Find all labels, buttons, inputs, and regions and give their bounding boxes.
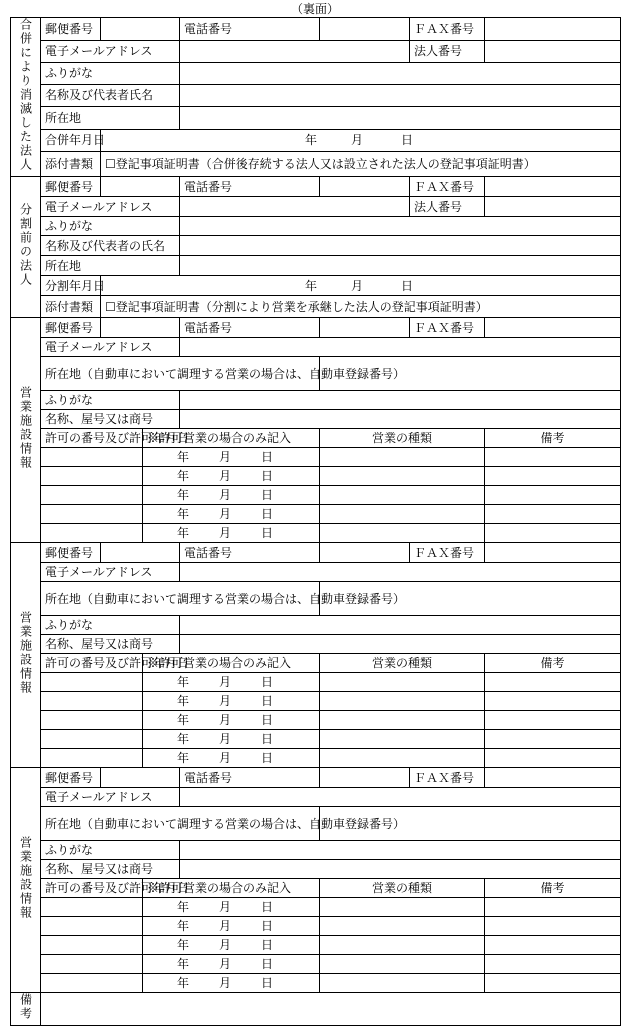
day-label: 日 [261, 900, 274, 914]
attachment-checkbox[interactable]: ☐登記事項証明書（合併後存続する法人又は設立された法人の登記事項証明書） [101, 152, 621, 177]
fax-input[interactable] [485, 177, 621, 197]
date-input[interactable] [101, 276, 621, 296]
remarks-header: 備考 [485, 879, 621, 898]
year-label: 年 [177, 919, 190, 933]
permit-number-input[interactable] [41, 486, 143, 505]
permit-date-input[interactable] [143, 730, 320, 749]
furigana-label: ふりがな [41, 391, 180, 410]
day-label: 日 [261, 488, 274, 502]
business-type-input[interactable] [320, 955, 485, 974]
remarks-input[interactable] [485, 524, 621, 543]
year-label: 年 [177, 751, 190, 765]
email-label: 電子メールアドレス [41, 563, 180, 582]
permit-number-input[interactable] [41, 448, 143, 467]
month-label: 月 [219, 751, 232, 765]
facility-side-label: 営業施設情報 [18, 611, 33, 695]
day-label: 日 [401, 278, 414, 293]
remarks-input[interactable] [485, 955, 621, 974]
remarks-side-label: 備考 [18, 993, 33, 1021]
furigana-input[interactable] [180, 391, 621, 410]
fax-input[interactable] [485, 318, 621, 338]
email-label: 電子メールアドレス [41, 338, 180, 357]
postal-label: 郵便番号 [41, 18, 101, 41]
permit-date-input[interactable] [143, 524, 320, 543]
permit-number-input[interactable] [41, 711, 143, 730]
trade-name-label: 名称、屋号又は商号 [41, 635, 180, 654]
phone-input[interactable] [320, 768, 410, 788]
remarks-input[interactable] [485, 711, 621, 730]
postal-input[interactable] [101, 768, 180, 788]
permit-header: 許可の番号及び許可年月日 [41, 429, 143, 448]
email-label: 電子メールアドレス [41, 40, 180, 63]
address-input[interactable] [180, 256, 621, 276]
business-type-input[interactable] [320, 974, 485, 993]
date-label: 合併年月日 [41, 129, 101, 152]
facility-side [11, 543, 41, 768]
month-label: 月 [219, 469, 232, 483]
furigana-label: ふりがな [41, 841, 180, 860]
remarks-input[interactable] [485, 467, 621, 486]
remarks-input[interactable] [485, 898, 621, 917]
attachment-label: 添付書類 [41, 152, 101, 177]
day-label: 日 [261, 675, 274, 689]
remarks-input[interactable] [485, 749, 621, 768]
day-label: 日 [261, 469, 274, 483]
corp-no-input[interactable] [485, 197, 621, 217]
facility-address-label: 所在地（自動車において調理する営業の場合は、自動車登録番号） [41, 357, 320, 391]
trade-name-label: 名称、屋号又は商号 [41, 410, 180, 429]
furigana-label: ふりがな [41, 217, 180, 236]
facility-side [11, 318, 41, 543]
phone-input[interactable] [320, 18, 410, 41]
year-label: 年 [177, 469, 190, 483]
address-input[interactable] [180, 107, 621, 130]
year-label: 年 [177, 488, 190, 502]
facility-side-label: 営業施設情報 [18, 836, 33, 920]
permit-number-input[interactable] [41, 467, 143, 486]
name-label: 名称及び代表者氏名 [41, 84, 180, 107]
business-type-input[interactable] [320, 524, 485, 543]
year-label: 年 [305, 133, 318, 148]
permit-number-input[interactable] [41, 955, 143, 974]
remarks-header: 備考 [485, 654, 621, 673]
phone-label: 電話番号 [180, 318, 320, 338]
corp-no-label: 法人番号 [410, 40, 485, 63]
remarks-input[interactable] [485, 692, 621, 711]
year-label: 年 [177, 713, 190, 727]
email-input[interactable] [180, 563, 621, 582]
remarks-input[interactable] [485, 936, 621, 955]
year-label: 年 [177, 694, 190, 708]
month-label: 月 [219, 900, 232, 914]
fax-label: ＦＡＸ番号 [410, 318, 485, 338]
date-label: 分割年月日 [41, 276, 101, 296]
furigana-input[interactable] [180, 841, 621, 860]
business-type-input[interactable] [320, 749, 485, 768]
remarks-input[interactable] [485, 917, 621, 936]
month-label: 月 [219, 450, 232, 464]
year-label: 年 [177, 957, 190, 971]
email-input[interactable] [180, 197, 410, 217]
permit-number-input[interactable] [41, 749, 143, 768]
month-label: 月 [351, 133, 364, 148]
remarks-header: 備考 [485, 429, 621, 448]
permit-date-header: ※許可営業の場合のみ記入 [143, 654, 320, 673]
name-input[interactable] [180, 236, 621, 256]
furigana-input[interactable] [180, 217, 621, 236]
day-label: 日 [261, 713, 274, 727]
furigana-input[interactable] [180, 616, 621, 635]
email-input[interactable] [180, 338, 621, 357]
business-type-input[interactable] [320, 505, 485, 524]
permit-date-input[interactable] [143, 749, 320, 768]
attachment-checkbox[interactable]: ☐登記事項証明書（分割により営業を承継した法人の登記事項証明書） [101, 296, 621, 318]
postal-label: 郵便番号 [41, 318, 101, 338]
fax-input[interactable] [485, 18, 621, 41]
month-label: 月 [219, 488, 232, 502]
permit-number-input[interactable] [41, 974, 143, 993]
permit-date-input[interactable] [143, 898, 320, 917]
postal-input[interactable] [101, 177, 180, 197]
furigana-label: ふりがな [41, 616, 180, 635]
day-label: 日 [261, 507, 274, 521]
furigana-label: ふりがな [41, 63, 180, 84]
month-label: 月 [219, 957, 232, 971]
fax-label: ＦＡＸ番号 [410, 768, 485, 788]
remarks-input[interactable] [485, 730, 621, 749]
phone-label: 電話番号 [180, 768, 320, 788]
business-type-input[interactable] [320, 673, 485, 692]
postal-label: 郵便番号 [41, 177, 101, 197]
month-label: 月 [219, 675, 232, 689]
application-form-back [10, 17, 621, 1026]
merger-side-label: 合併により消滅した法人 [18, 18, 33, 172]
trade-name-input[interactable] [180, 410, 621, 429]
email-label: 電子メールアドレス [41, 197, 180, 217]
business-type-input[interactable] [320, 730, 485, 749]
phone-input[interactable] [320, 318, 410, 338]
postal-input[interactable] [101, 18, 180, 41]
phone-label: 電話番号 [180, 543, 320, 563]
day-label: 日 [261, 976, 274, 990]
year-label: 年 [177, 938, 190, 952]
business-type-input[interactable] [320, 898, 485, 917]
permit-header: 許可の番号及び許可年月日 [41, 879, 143, 898]
business-type-input[interactable] [320, 467, 485, 486]
permit-number-input[interactable] [41, 917, 143, 936]
day-label: 日 [261, 732, 274, 746]
trade-name-input[interactable] [180, 635, 621, 654]
year-label: 年 [177, 732, 190, 746]
attachment-label: 添付書類 [41, 296, 101, 318]
facility-side-label: 営業施設情報 [18, 386, 33, 470]
month-label: 月 [219, 713, 232, 727]
facility-address-label: 所在地（自動車において調理する営業の場合は、自動車登録番号） [41, 807, 320, 841]
corp-no-input[interactable] [485, 40, 621, 63]
permit-number-input[interactable] [41, 730, 143, 749]
address-label: 所在地 [41, 107, 180, 130]
month-label: 月 [219, 694, 232, 708]
day-label: 日 [401, 133, 414, 148]
permit-date-input[interactable] [143, 673, 320, 692]
business-type-header: 営業の種類 [320, 879, 485, 898]
email-input[interactable] [180, 40, 410, 63]
day-label: 日 [261, 957, 274, 971]
name-label: 名称及び代表者の氏名 [41, 236, 180, 256]
phone-input[interactable] [320, 177, 410, 197]
month-label: 月 [351, 278, 364, 293]
fax-input[interactable] [485, 543, 621, 563]
month-label: 月 [219, 976, 232, 990]
facility-side [11, 768, 41, 993]
page-title: （裏面） [290, 2, 339, 16]
facility-address-label: 所在地（自動車において調理する営業の場合は、自動車登録番号） [41, 582, 320, 616]
permit-number-input[interactable] [41, 673, 143, 692]
permit-date-header: ※許可営業の場合のみ記入 [143, 879, 320, 898]
date-input[interactable] [101, 129, 621, 152]
year-label: 年 [177, 507, 190, 521]
permit-date-input[interactable] [143, 467, 320, 486]
email-label: 電子メールアドレス [41, 788, 180, 807]
business-type-input[interactable] [320, 692, 485, 711]
corp-no-label: 法人番号 [410, 197, 485, 217]
year-label: 年 [305, 278, 318, 293]
day-label: 日 [261, 450, 274, 464]
phone-label: 電話番号 [180, 177, 320, 197]
trade-name-input[interactable] [180, 860, 621, 879]
permit-number-input[interactable] [41, 524, 143, 543]
permit-date-input[interactable] [143, 448, 320, 467]
month-label: 月 [219, 732, 232, 746]
permit-date-input[interactable] [143, 974, 320, 993]
phone-label: 電話番号 [180, 18, 320, 41]
permit-number-input[interactable] [41, 936, 143, 955]
day-label: 日 [261, 694, 274, 708]
permit-number-input[interactable] [41, 692, 143, 711]
business-type-input[interactable] [320, 917, 485, 936]
year-label: 年 [177, 976, 190, 990]
business-type-header: 営業の種類 [320, 429, 485, 448]
address-label: 所在地 [41, 256, 180, 276]
furigana-input[interactable] [180, 63, 621, 84]
fax-label: ＦＡＸ番号 [410, 177, 485, 197]
postal-label: 郵便番号 [41, 768, 101, 788]
year-label: 年 [177, 900, 190, 914]
postal-input[interactable] [101, 543, 180, 563]
month-label: 月 [219, 507, 232, 521]
postal-label: 郵便番号 [41, 543, 101, 563]
permit-date-input[interactable] [143, 711, 320, 730]
day-label: 日 [261, 938, 274, 952]
permit-date-input[interactable] [143, 955, 320, 974]
day-label: 日 [261, 526, 274, 540]
business-type-input[interactable] [320, 486, 485, 505]
permit-date-input[interactable] [143, 692, 320, 711]
remarks-input[interactable] [485, 505, 621, 524]
remarks-input[interactable] [41, 993, 621, 1026]
remarks-input[interactable] [485, 673, 621, 692]
month-label: 月 [219, 938, 232, 952]
remarks-side [11, 993, 41, 1026]
permit-number-input[interactable] [41, 505, 143, 524]
year-label: 年 [177, 526, 190, 540]
day-label: 日 [261, 751, 274, 765]
postal-input[interactable] [101, 318, 180, 338]
permit-date-header: ※許可営業の場合のみ記入 [143, 429, 320, 448]
name-input[interactable] [180, 84, 621, 107]
permit-number-input[interactable] [41, 898, 143, 917]
remarks-input[interactable] [485, 448, 621, 467]
fax-label: ＦＡＸ番号 [410, 543, 485, 563]
email-input[interactable] [180, 788, 621, 807]
remarks-input[interactable] [485, 974, 621, 993]
month-label: 月 [219, 526, 232, 540]
business-type-header: 営業の種類 [320, 654, 485, 673]
permit-header: 許可の番号及び許可年月日 [41, 654, 143, 673]
permit-date-input[interactable] [143, 917, 320, 936]
trade-name-label: 名称、屋号又は商号 [41, 860, 180, 879]
permit-date-input[interactable] [143, 486, 320, 505]
permit-date-input[interactable] [143, 936, 320, 955]
year-label: 年 [177, 675, 190, 689]
business-type-input[interactable] [320, 711, 485, 730]
year-label: 年 [177, 450, 190, 464]
month-label: 月 [219, 919, 232, 933]
permit-date-input[interactable] [143, 505, 320, 524]
fax-input[interactable] [485, 768, 621, 788]
remarks-input[interactable] [485, 486, 621, 505]
day-label: 日 [261, 919, 274, 933]
business-type-input[interactable] [320, 936, 485, 955]
fax-label: ＦＡＸ番号 [410, 18, 485, 41]
split-side-label: 分割前の法人 [18, 203, 33, 287]
business-type-input[interactable] [320, 448, 485, 467]
phone-input[interactable] [320, 543, 410, 563]
merger-side [11, 18, 41, 177]
split-side [11, 177, 41, 318]
